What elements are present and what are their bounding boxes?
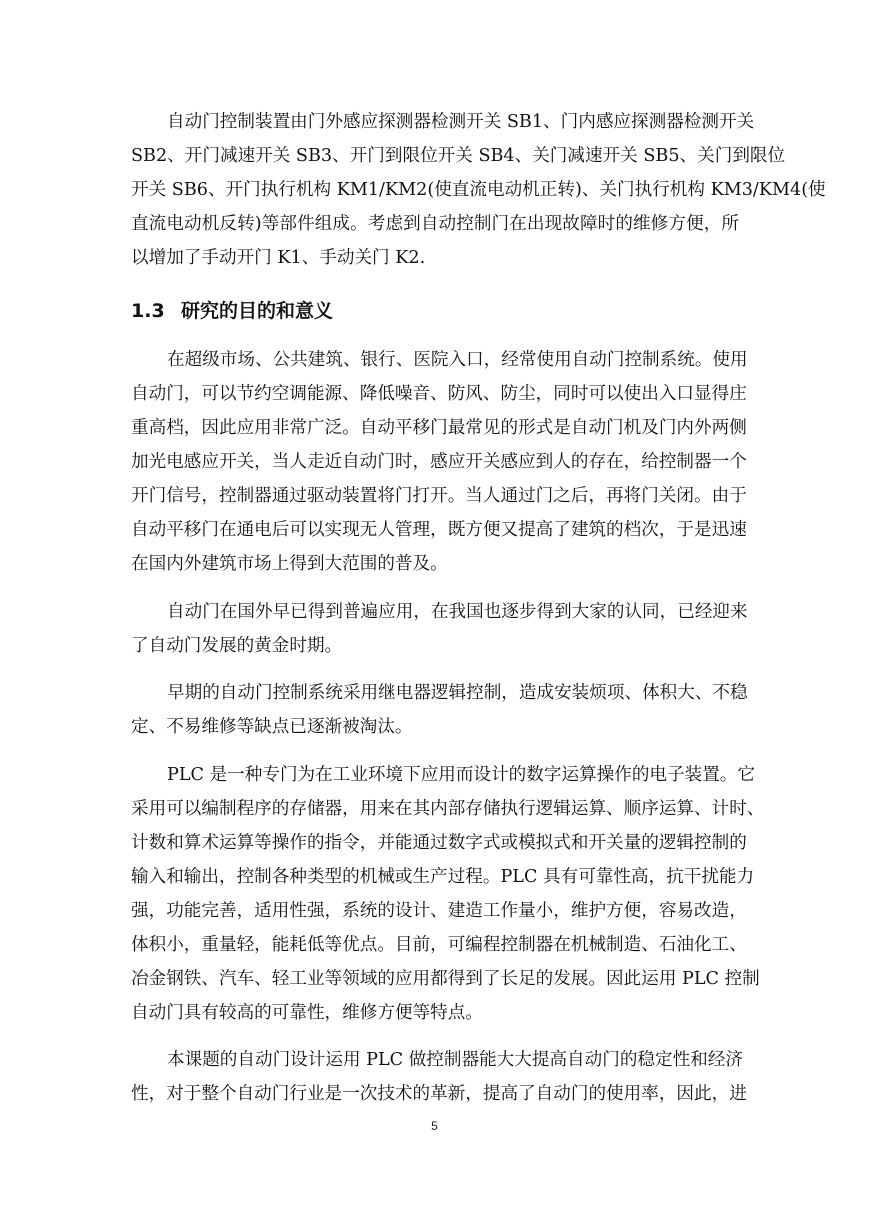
section-number: 1.3 [131, 300, 165, 322]
paragraph4-line-4: 输入和输出，控制各种类型的机械或生产过程。PLC 具有可靠性高，抗干扰能力 [131, 867, 755, 887]
paragraph1-line-6: 自动平移门在通电后可以实现无人管理，既方便又提高了建筑的档次，于是迅速 [131, 520, 747, 540]
paragraph4-line-2: 采用可以编制程序的存储器，用来在其内部存储执行逻辑运算、顺序运算、计时、 [131, 799, 765, 819]
page-number: 5 [431, 1119, 438, 1133]
section-heading [131, 297, 333, 325]
paragraph1-line-1: 在超级市场、公共建筑、银行、医院入口，经常使用自动门控制系统。使用 [167, 350, 748, 370]
paragraph4-line-1: PLC 是一种专门为在工业环境下应用而设计的数字运算操作的电子装置。它 [167, 765, 755, 785]
paragraph1-line-2: 自动门，可以节约空调能源、降低噪音、防风、防尘，同时可以使出入口显得庄 [131, 384, 747, 404]
intro-line-2: SB2、开门减速开关 SB3、开门到限位开关 SB4、关门减速开关 SB5、关门到限位 [131, 146, 786, 166]
paragraph5-line-2: 性，对于整个自动门行业是一次技术的革新，提高了自动门的使用率，因此，进 [131, 1084, 747, 1104]
paragraph1-line-7: 在国内外建筑市场上得到大范围的普及。 [131, 554, 448, 574]
paragraph2-line-2: 了自动门发展的黄金时期。 [131, 636, 343, 656]
paragraph4-line-5: 强，功能完善，适用性强，系统的设计、建造工作量小，维护方便，容易改造， [131, 901, 747, 921]
paragraph4-line-6: 体积小，重量轻，能耗低等优点。目前，可编程控制器在机械制造、石油化工、 [131, 935, 747, 955]
paragraph2-line-1: 自动门在国外早已得到普遍应用，在我国也逐步得到大家的认同，已经迎来 [167, 602, 748, 622]
intro-line-5: 以增加了手动开门 K1、手动关门 K2. [131, 248, 426, 268]
intro-line-3: 开关 SB6、开门执行机构 KM1/KM2(使直流电动机正转)、关门执行机构 KM3/KM4(使 [131, 180, 826, 200]
paragraph3-line-2: 定、不易维修等缺点已逐渐被淘汰。 [131, 717, 413, 737]
paragraph1-line-3: 重高档，因此应用非常广泛。自动平移门最常见的形式是自动门机及门内外两侧 [131, 418, 747, 438]
section-title: 研究的目的和意义 [181, 300, 334, 322]
intro-line-4: 直流电动机反转)等部件组成。考虑到自动控制门在出现故障时的维修方便，所 [131, 214, 739, 234]
paragraph1-line-5: 开门信号，控制器通过驱动装置将门打开。当人通过门之后，再将门关闭。由于 [131, 486, 747, 506]
paragraph5-line-1: 本课题的自动门设计运用 PLC 做控制器能大大提高自动门的稳定性和经济 [167, 1050, 743, 1070]
paragraph4-line-8: 自动门具有较高的可靠性，维修方便等特点。 [131, 1003, 483, 1023]
paragraph4-line-3: 计数和算术运算等操作的指令，并能通过数字式或模拟式和开关量的逻辑控制的 [131, 833, 747, 853]
paragraph1-line-4: 加光电感应开关，当人走近自动门时，感应开关感应到人的存在，给控制器一个 [131, 452, 747, 472]
paragraph3-line-1: 早期的自动门控制系统采用继电器逻辑控制，造成安装烦项、体积大、不稳 [167, 683, 748, 703]
intro-line-1: 自动门控制装置由门外感应探测器检测开关 SB1、门内感应探测器检测开关 [167, 112, 755, 132]
paragraph4-line-7: 冶金钢铁、汽车、轻工业等领域的应用都得到了长足的发展。因此运用 PLC 控制 [131, 969, 760, 989]
